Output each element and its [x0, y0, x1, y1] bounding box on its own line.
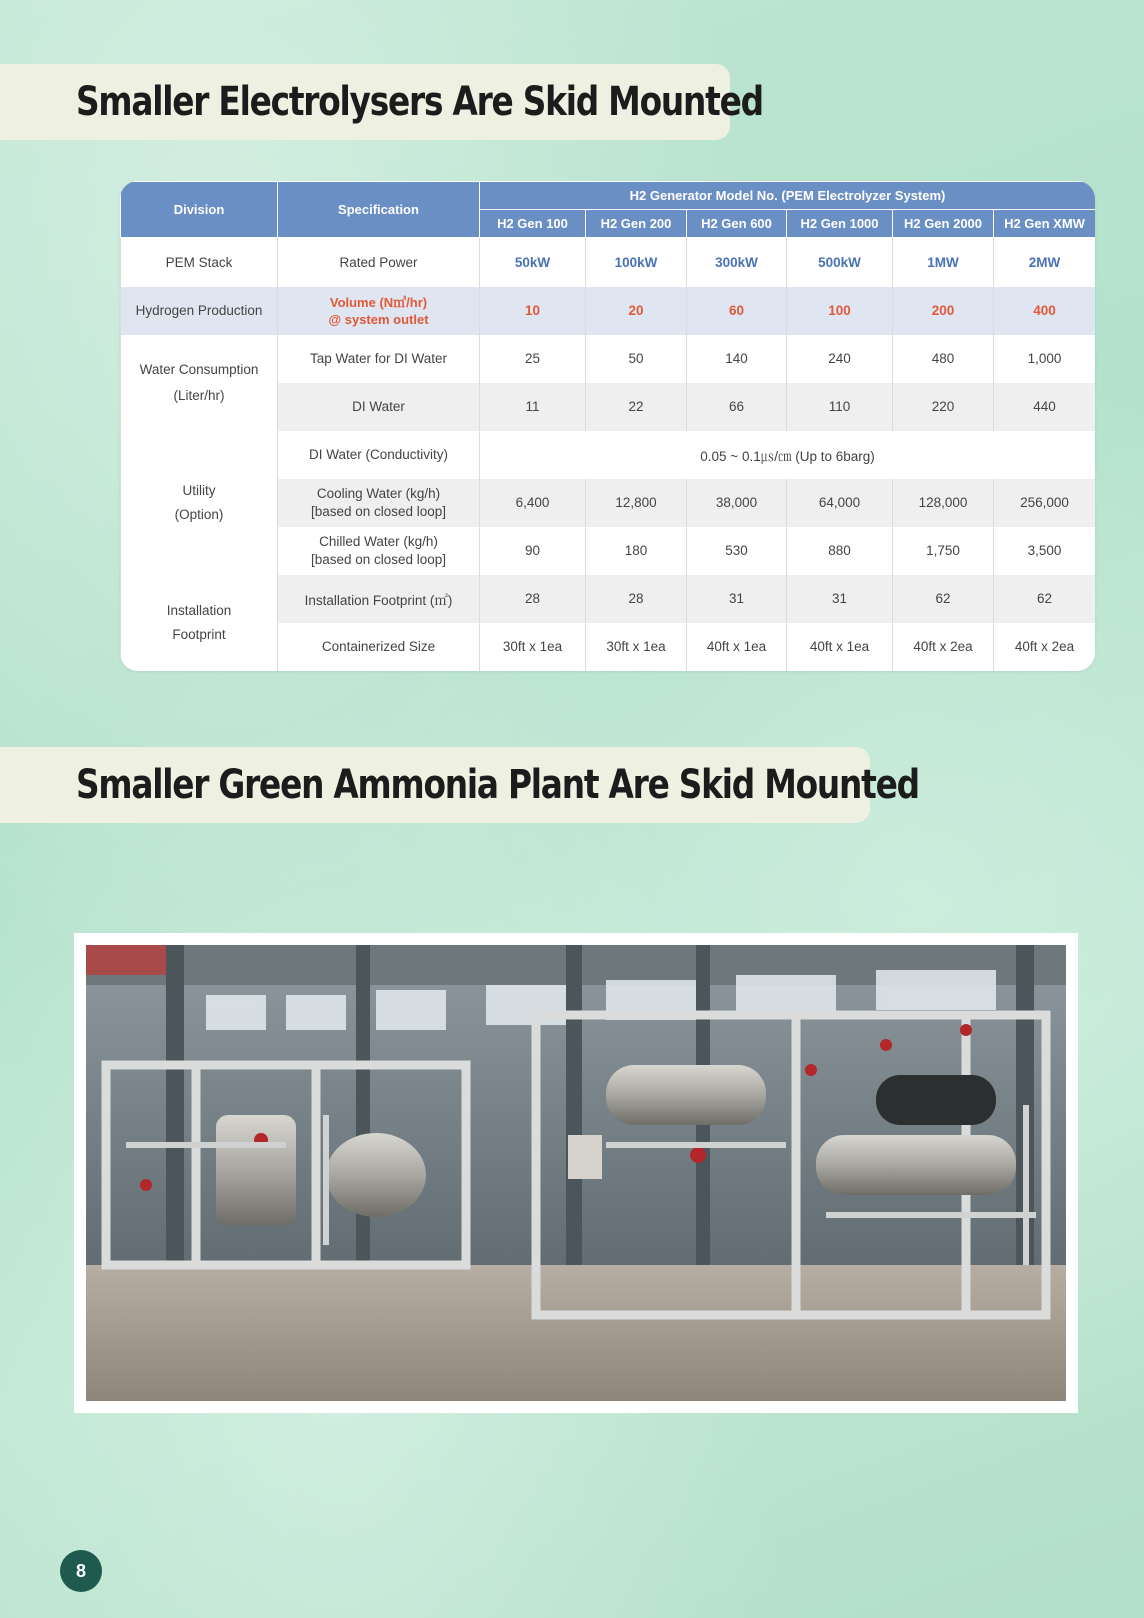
division-cell: PEM Stack [121, 238, 278, 287]
value-cell: 30ft x 1ea [586, 623, 687, 671]
value-cell: 50 [586, 335, 687, 383]
value-cell: 240 [787, 335, 893, 383]
spec-line: Chilled Water (kg/h) [319, 533, 438, 549]
value-cell: 400 [994, 287, 1096, 335]
value-cell: 3,500 [994, 527, 1096, 575]
division-line: Water Consumption [139, 361, 259, 377]
value-cell: 28 [586, 575, 687, 623]
specification-header: Specification [278, 182, 480, 238]
model-group-header: H2 Generator Model No. (PEM Electrolyzer System) [480, 182, 1096, 210]
division-cell: Hydrogen Production [121, 287, 278, 335]
value-cell: 40ft x 1ea [687, 623, 787, 671]
spec-cell: Containerized Size [278, 623, 480, 671]
table-row [121, 575, 1096, 623]
section-heading-ammonia: Smaller Green Ammonia Plant Are Skid Mounted [76, 762, 919, 808]
value-cell: 2MW [994, 238, 1096, 287]
value-cell-merged: 0.05 ~ 0.1㎲/㎝ (Up to 6barg) [480, 431, 1096, 479]
value-cell: 25 [480, 335, 586, 383]
value-cell: 500kW [787, 238, 893, 287]
value-cell: 60 [687, 287, 787, 335]
value-cell: 64,000 [787, 479, 893, 527]
value-cell: 200 [893, 287, 994, 335]
spec-cell [278, 527, 480, 575]
spec-line: Volume (N㎥/hr) [329, 294, 428, 310]
value-cell: 40ft x 1ea [787, 623, 893, 671]
value-cell: 30ft x 1ea [480, 623, 586, 671]
value-cell: 100 [787, 287, 893, 335]
heading-band-ammonia [0, 747, 919, 823]
value-cell: 38,000 [687, 479, 787, 527]
division-line: Utility [182, 482, 216, 498]
value-cell: 62 [994, 575, 1096, 623]
value-cell: 20 [586, 287, 687, 335]
value-cell: 440 [994, 383, 1096, 431]
spec-cell: Installation Footprint (㎡) [278, 575, 480, 623]
spec-cell [278, 479, 480, 527]
model-header: H2 Gen 1000 [787, 210, 893, 238]
value-cell: 50kW [480, 238, 586, 287]
heading-band-electrolysers [0, 64, 763, 140]
plant-photo-frame [74, 933, 1078, 1413]
value-cell: 12,800 [586, 479, 687, 527]
table-row [121, 335, 1096, 383]
spec-table-card [120, 181, 1095, 671]
spec-line: Cooling Water (kg/h) [316, 485, 441, 501]
division-line: Footprint [172, 626, 226, 642]
value-cell: 40ft x 2ea [893, 623, 994, 671]
value-cell: 220 [893, 383, 994, 431]
value-cell: 6,400 [480, 479, 586, 527]
value-cell: 11 [480, 383, 586, 431]
model-header: H2 Gen 100 [480, 210, 586, 238]
value-cell: 300kW [687, 238, 787, 287]
table-row [121, 287, 1096, 335]
value-cell: 1,750 [893, 527, 994, 575]
value-cell: 1,000 [994, 335, 1096, 383]
model-header: H2 Gen 600 [687, 210, 787, 238]
spec-cell: Rated Power [278, 238, 480, 287]
value-cell: 31 [787, 575, 893, 623]
division-line: Installation [166, 602, 232, 618]
value-cell: 66 [687, 383, 787, 431]
skid-mounted-plant-photo [86, 945, 1066, 1401]
spec-cell [278, 287, 480, 335]
model-header: H2 Gen 2000 [893, 210, 994, 238]
page-number-badge: 8 [60, 1550, 102, 1592]
division-cell [121, 335, 278, 431]
spec-cell: Tap Water for DI Water [278, 335, 480, 383]
model-header: H2 Gen 200 [586, 210, 687, 238]
division-cell [121, 431, 278, 575]
value-cell: 140 [687, 335, 787, 383]
value-cell: 22 [586, 383, 687, 431]
value-cell: 180 [586, 527, 687, 575]
value-cell: 480 [893, 335, 994, 383]
table-row [121, 431, 1096, 479]
table-row [121, 238, 1096, 287]
value-cell: 110 [787, 383, 893, 431]
value-cell: 28 [480, 575, 586, 623]
value-cell: 31 [687, 575, 787, 623]
spec-cell: DI Water (Conductivity) [278, 431, 480, 479]
division-cell [121, 575, 278, 671]
value-cell: 530 [687, 527, 787, 575]
electrolyzer-spec-table [120, 181, 1095, 671]
value-cell: 100kW [586, 238, 687, 287]
value-cell: 10 [480, 287, 586, 335]
model-header: H2 Gen XMW [994, 210, 1096, 238]
spec-cell: DI Water [278, 383, 480, 431]
spec-line: [based on closed loop] [310, 503, 447, 519]
division-line: (Option) [174, 506, 224, 522]
division-line: (Liter/hr) [173, 387, 225, 403]
section-heading-electrolysers: Smaller Electrolysers Are Skid Mounted [76, 79, 763, 125]
spec-line: [based on closed loop] [310, 551, 447, 567]
value-cell: 40ft x 2ea [994, 623, 1096, 671]
value-cell: 90 [480, 527, 586, 575]
value-cell: 880 [787, 527, 893, 575]
value-cell: 128,000 [893, 479, 994, 527]
value-cell: 256,000 [994, 479, 1096, 527]
spec-line: @ system outlet [328, 311, 429, 327]
value-cell: 1MW [893, 238, 994, 287]
division-header: Division [121, 182, 278, 238]
value-cell: 62 [893, 575, 994, 623]
